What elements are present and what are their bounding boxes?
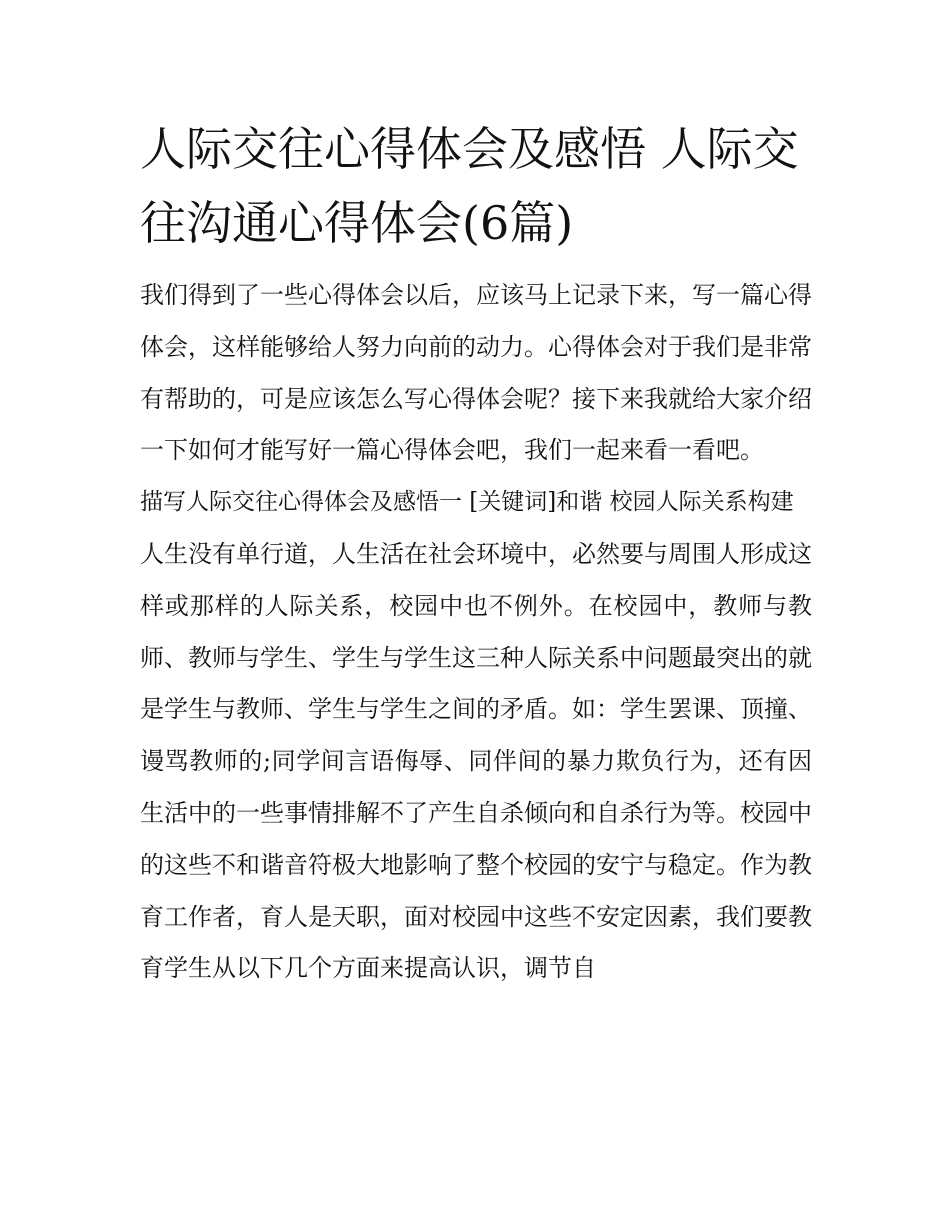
section-heading: 描写人际交往心得体会及感悟一 [关键词]和谐 校园人际关系构建 xyxy=(140,489,794,516)
intro-paragraph: 我们得到了一些心得体会以后，应该马上记录下来，写一篇心得体会，这样能够给人努力向前的动力。心得体会对于我们是非常有帮助的，可是应该怎么写心得体会呢？接下来我就给大家介绍一下如何才能写好一篇心得体会吧，我们一起来看一看吧。 xyxy=(140,281,812,465)
document-title: 人际交往心得体会及感悟 人际交往沟通心得体会(6篇) xyxy=(140,122,799,250)
document-body xyxy=(140,270,812,995)
body-paragraph: 人生没有单行道，人生活在社会环境中，必然要与周围人形成这样或那样的人际关系，校园中也不例外。在校园中，教师与教师、教师与学生、学生与学生这三种人际关系中问题最突出的就是学生与教师、学生与学生之间的矛盾。如：学生罢课、顶撞、谩骂教师的;同学间言语侮辱、同伴间的暴力欺负行为，还有因生活中的一些事情排解不了产生自杀倾向和自杀行为等。校园中的这些不和谐音符极大地影响了整个校园的安宁与稳定。作为教育工作者，育人是天职，面对校园中这些不安定因素，我们要教育学生从以下几个方面来提高认识，调节自 xyxy=(140,539,812,983)
